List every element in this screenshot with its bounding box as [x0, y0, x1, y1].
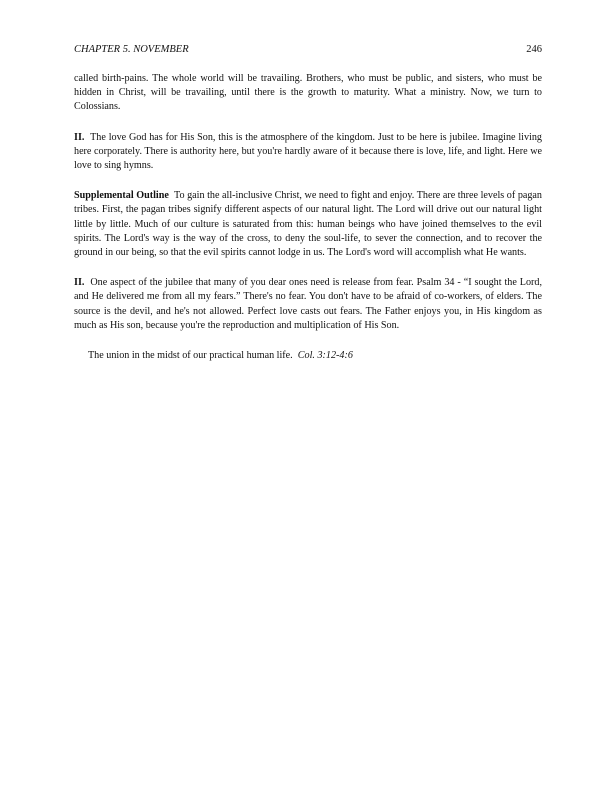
point-label: II.: [74, 277, 85, 289]
paragraph-text: To gain the all-inclusive Christ, we need to fight and enjoy. There are three levels of pagan tribes. First, the pagan tribes signify different aspects of our natural light. The Lord will drive out our natural light little by little. Much of our culture is saturated from this: human beings who have joined themselves to the evil spirits. The Lord's way is the way of the cross, to deny the soul-life, to sever the connection, and to recover the ground in our being, so that the evil spirits cannot lodge in us. The Lord's word will accomplish what He wants.: [74, 190, 542, 259]
paragraph-point-ii-fear: [74, 276, 542, 333]
scripture-reference: Col. 3:12-4:6: [297, 350, 353, 362]
paragraph-text: The union in the midst of our practical human life.: [88, 350, 293, 362]
paragraph-union: [74, 349, 542, 363]
running-header: [74, 44, 542, 58]
page-number: 246: [526, 44, 542, 55]
paragraph-supplemental-outline: [74, 189, 542, 260]
paragraph-text: called birth-pains. The whole world will be travailing. Brothers, who must be public, and sisters, who must be hidden in Christ, will be travailing, until there is the growth to maturity. What a ministry. Now, we turn to Colossians.: [74, 73, 542, 113]
paragraph-point-ii-love: [74, 131, 542, 174]
point-label: II.: [74, 131, 85, 143]
page-body: [74, 72, 542, 379]
paragraph-continuation: [74, 72, 542, 115]
section-label: Supplemental Outline: [74, 190, 169, 202]
chapter-title: CHAPTER 5. NOVEMBER: [74, 44, 189, 55]
paragraph-text: One aspect of the jubilee that many of you dear ones need is release from fear. Psalm 34 - “I sought the Lord, and He delivered me from all my fears.” There's no fear. You don't have to be afraid of co-workers, of elders. The source is the devil, and he's not allowed. Perfect love casts out fears. The Father enjoys you, in His kingdom as much as His son, because you're the reproduction and multiplication of His Son.: [74, 277, 543, 331]
paragraph-text: The love God has for His Son, this is the atmosphere of the kingdom. Just to be here is jubilee. Imagine living here corporately. There is authority here, but you're hardly aware of it because there is love, life, and light. Here we love to sing hymns.: [74, 131, 542, 172]
